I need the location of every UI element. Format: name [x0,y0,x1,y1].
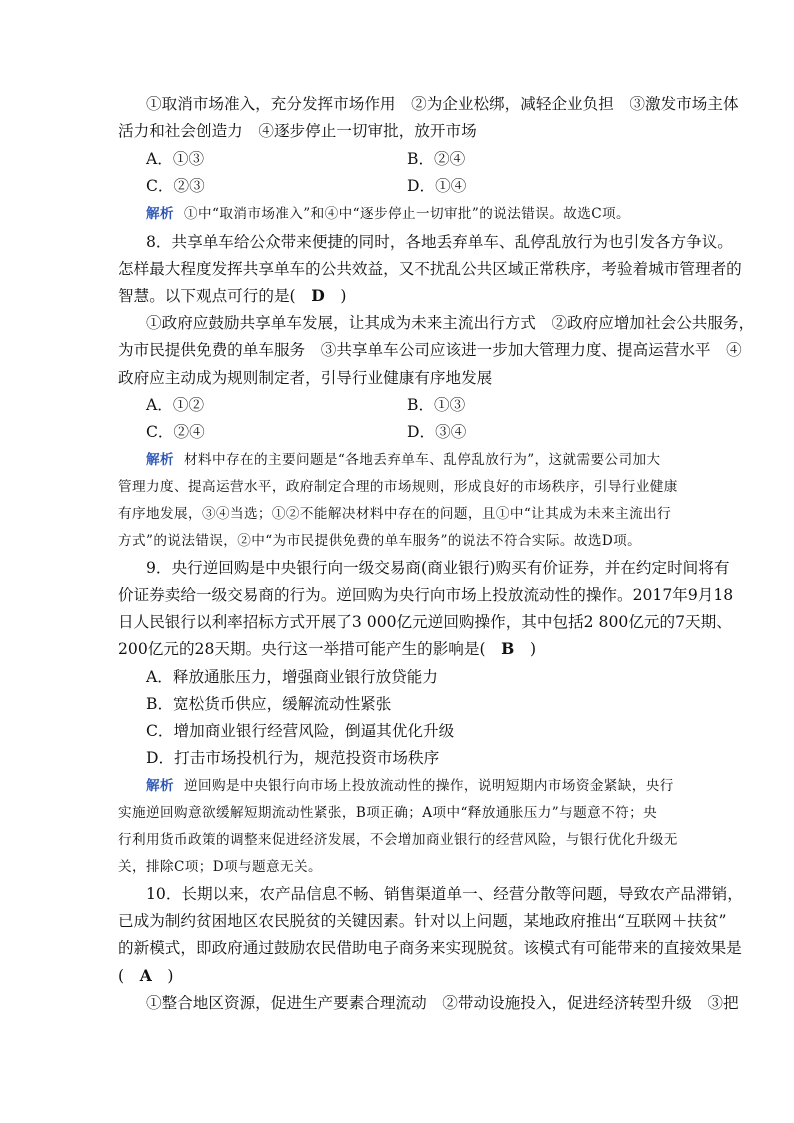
q7-statements-line-2: 活力和社会创造力 ④逐步停止一切审批，放开市场 [118,122,477,140]
q9-paren-close: ) [514,640,537,658]
q8-stem-line-3 [118,286,346,306]
q8-statements-line-3: 政府应主动成为规则制定者，引导行业健康有序地发展 [118,369,493,387]
analysis-label: 解析 [146,206,174,222]
q8-analysis-text-1: 材料中存在的主要问题是“各地丢弃单车、乱停乱放行为”，这就需要公司加大 [184,452,661,468]
q9-option-b: B．宽松货币供应，缓解流动性紧张 [146,695,392,713]
q8-stem-text: 智慧。以下观点可行的是( [118,287,312,305]
q8-answer: D [311,286,325,305]
q10-paren-close: ) [151,967,174,985]
q9-stem-line-1: 9．央行逆回购是中央银行向一级交易商(商业银行)购买有价证券，并在约定时间将有 [146,559,730,577]
q10-statements-line-1: ①整合地区资源，促进生产要素合理流动 ②带动设施投入，促进经济转型升级 ③把 [146,994,739,1012]
q9-answer: B [501,639,515,658]
q8-analysis-line-3: 有序地发展，③④当选；①②不能解决材料中存在的问题，且①中“让其成为未来主流出行 [118,506,672,522]
q8-stem-line-2: 怎样最大程度发挥共享单车的公共效益，又不扰乱公共区域正常秩序，考验着城市管理者的 [118,260,742,278]
q7-option-d: D．①④ [407,177,467,195]
q9-stem-text: 200亿元的28天期。央行这一举措可能产生的影响是( [118,640,502,658]
q9-analysis-text-1: 逆回购是中央银行向市场上投放流动性的操作，说明短期内市场资金紧缺，央行 [184,778,674,794]
q9-analysis-line-4: 关，排除C项；D项与题意无关。 [118,859,323,875]
q9-stem-line-3: 日人民银行以利率招标方式开展了3 000亿元逆回购操作，其中包括2 800亿元的7天期、 [118,613,732,631]
q9-option-c: C．增加商业银行经营风险，倒逼其优化升级 [146,722,455,740]
q9-option-d: D．打击市场投机行为，规范投资市场秩序 [146,749,440,767]
q9-stem-line-2: 价证券卖给一级交易商的行为。逆回购为央行向市场上投放流动性的操作。2017年9月18 [118,586,734,604]
q8-option-d: D．③④ [407,423,467,441]
q9-analysis-line-1 [146,776,674,796]
q7-statements-line-1: ①取消市场准入，充分发挥市场作用 ②为企业松绑，减轻企业负担 ③激发市场主体 [146,95,739,113]
q8-analysis-line-4: 方式”的说法错误，②中“为市民提供免费的单车服务”的说法不符合实际。故选D项。 [118,533,642,549]
q7-analysis [146,204,630,224]
q8-option-b: B．①③ [407,396,466,414]
q8-option-c: C．②④ [146,423,205,441]
q8-paren-close: ) [324,287,347,305]
q8-analysis-line-1 [146,450,661,470]
q10-stem-line-2: 已成为制约贫困地区农民脱贫的关键因素。针对以上问题，某地政府推出“互联网＋扶贫” [118,912,727,930]
analysis-label: 解析 [146,452,174,468]
q7-option-c: C．②③ [146,177,205,195]
q10-answer: A [139,966,152,985]
q10-paren-open: ( [118,967,140,985]
q10-stem-line-1: 10．长期以来，农产品信息不畅、销售渠道单一、经营分散等问题，导致农产品滞销， [146,885,743,903]
q8-statements-line-1: ①政府应鼓励共享单车发展，让其成为未来主流出行方式 ②政府应增加社会公共服务， [146,314,755,332]
q10-stem-line-3: 的新模式，即政府通过鼓励农民借助电子商务来实现脱贫。该模式有可能带来的直接效果是 [118,939,742,957]
q10-stem-line-4 [118,966,173,986]
q7-analysis-text: ①中“取消市场准入”和④中“逐步停止一切审批”的说法错误。故选C项。 [184,206,631,222]
q9-analysis-line-2: 实施逆回购意欲缓解短期流动性紧张，B项正确；A项中“释放通胀压力”与题意不符；央 [118,805,658,821]
q9-stem-line-4 [118,639,536,659]
q8-analysis-line-2: 管理力度、提高运营水平，政府制定合理的市场规则，形成良好的市场秩序，引导行业健康 [118,479,678,495]
q7-option-b: B．②④ [407,150,466,168]
q8-stem-line-1: 8．共享单车给公众带来便捷的同时，各地丢弃单车、乱停乱放行为也引发各方争议。 [146,233,733,251]
q9-option-a: A．释放通胀压力，增强商业银行放贷能力 [146,668,438,686]
analysis-label: 解析 [146,778,174,794]
q9-analysis-line-3: 行利用货币政策的调整来促进经济发展，不会增加商业银行的经营风险，与银行优化升级无 [118,832,678,848]
q8-option-a: A．①② [146,396,205,414]
q8-statements-line-2: 为市民提供免费的单车服务 ③共享单车公司应该进一步加大管理力度、提高运营水平 ④ [118,341,742,359]
q7-option-a: A．①③ [146,150,205,168]
